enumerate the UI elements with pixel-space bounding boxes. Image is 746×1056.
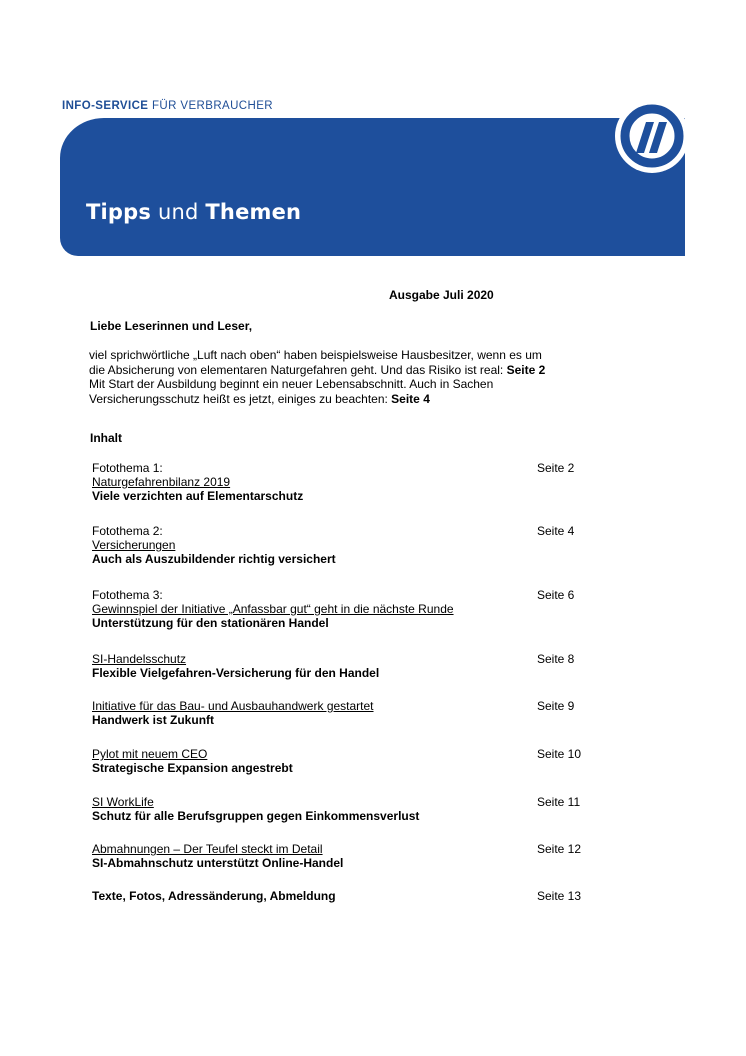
entry-page: Seite 6	[537, 588, 575, 602]
contents-entry	[92, 795, 612, 823]
title-word-themen: Themen	[205, 200, 302, 224]
entry-page: Seite 10	[537, 747, 582, 761]
intro-line-1: viel sprichwörtliche „Luft nach oben“ haben beispielsweise Hausbesitzer, wenn es um	[89, 348, 542, 362]
edition-label: Ausgabe Juli 2020	[389, 288, 494, 302]
entry-page: Seite 4	[537, 524, 575, 538]
entry-link[interactable]: Gewinnspiel der Initiative „Anfassbar gut“ geht in die nächste Runde	[92, 602, 454, 616]
entry-title: Viele verzichten auf Elementarschutz	[92, 489, 304, 503]
kicker-bold: INFO-SERVICE	[62, 100, 149, 112]
entry-page: Seite 9	[537, 699, 575, 713]
entry-title: Texte, Fotos, Adressänderung, Abmeldung	[92, 889, 336, 903]
title-word-tipps: Tipps	[86, 200, 152, 224]
contents-heading: Inhalt	[90, 431, 122, 445]
title-word-und: und	[151, 200, 206, 224]
entry-prefix: Fotothema 2:	[92, 524, 163, 538]
intro-line-4-text: Versicherungsschutz heißt es jetzt, einiges zu beachten:	[89, 391, 392, 406]
contents-entry	[92, 747, 612, 775]
entry-title: Strategische Expansion angestrebt	[92, 761, 293, 775]
entry-link[interactable]: Versicherungen	[92, 538, 176, 552]
entry-page: Seite 12	[537, 842, 582, 856]
contents-entry	[92, 652, 612, 680]
contents-entry	[92, 889, 612, 903]
contents-entry	[92, 842, 612, 870]
entry-title: SI-Abmahnschutz unterstützt Online-Handel	[92, 856, 344, 870]
contents-entry	[92, 699, 612, 727]
entry-link[interactable]: Naturgefahrenbilanz 2019	[92, 475, 231, 489]
entry-link[interactable]: Initiative für das Bau- und Ausbauhandwerk gestartet	[92, 699, 374, 713]
entry-page: Seite 8	[537, 652, 575, 666]
entry-prefix: Fotothema 3:	[92, 588, 163, 602]
company-logo-icon	[614, 98, 690, 174]
contents-entry	[92, 461, 612, 503]
intro-paragraph	[89, 348, 634, 406]
entry-link[interactable]: Abmahnungen – Der Teufel steckt im Detail	[92, 842, 323, 856]
contents-entry	[92, 588, 612, 630]
newsletter-title	[86, 200, 301, 224]
intro-page-ref-2: Seite 2	[506, 362, 546, 377]
entry-title: Flexible Vielgefahren-Versicherung für den Handel	[92, 666, 380, 680]
header-banner	[60, 118, 685, 256]
entry-title: Auch als Auszubildender richtig versichert	[92, 552, 336, 566]
entry-title: Schutz für alle Berufsgruppen gegen Einkommensverlust	[92, 809, 420, 823]
entry-link[interactable]: SI WorkLife	[92, 795, 154, 809]
entry-title: Unterstützung für den stationären Handel	[92, 616, 329, 630]
intro-page-ref-4: Seite 4	[391, 391, 430, 406]
intro-line-4	[89, 392, 634, 407]
kicker-rest: FÜR VERBRAUCHER	[148, 100, 273, 112]
entry-page: Seite 13	[537, 889, 582, 903]
intro-line-2	[89, 363, 634, 378]
intro-line-2-text: die Absicherung von elementaren Naturgefahren geht. Und das Risiko ist real:	[89, 362, 507, 377]
intro-line-3: Mit Start der Ausbildung beginnt ein neuer Lebensabschnitt. Auch in Sachen	[89, 377, 494, 391]
entry-link[interactable]: Pylot mit neuem CEO	[92, 747, 208, 761]
entry-page: Seite 2	[537, 461, 575, 475]
contents-entry	[92, 524, 612, 566]
greeting: Liebe Leserinnen und Leser,	[90, 319, 253, 333]
publication-kicker	[62, 100, 273, 112]
entry-prefix: Fotothema 1:	[92, 461, 163, 475]
entry-page: Seite 11	[537, 795, 581, 809]
entry-title: Handwerk ist Zukunft	[92, 713, 215, 727]
entry-link[interactable]: SI-Handelsschutz	[92, 652, 187, 666]
